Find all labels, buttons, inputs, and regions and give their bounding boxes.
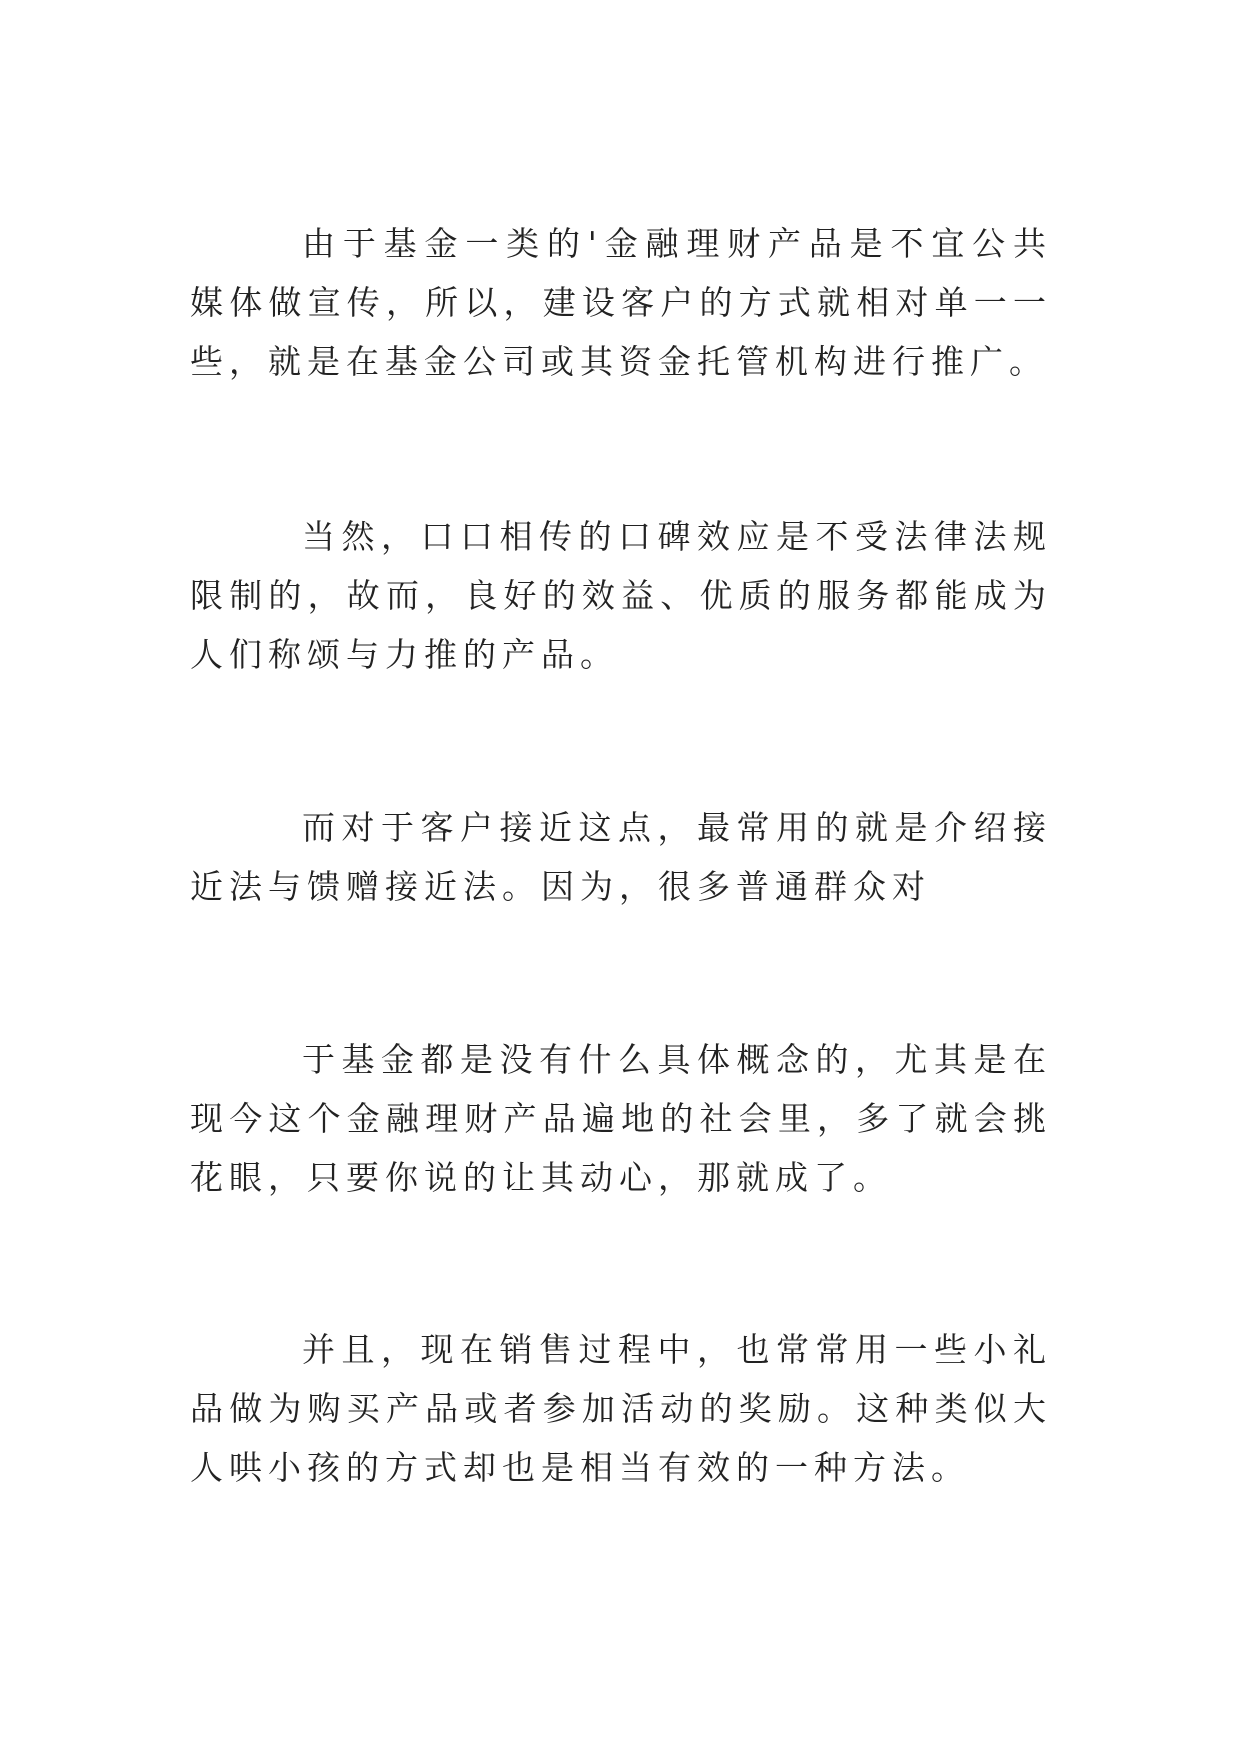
paragraph-word-of-mouth: 当然，口口相传的口碑效应是不受法律法规限制的，故而，良好的效益、优质的服务都能成为人们称颂与力推的产品。 bbox=[190, 517, 1052, 674]
paragraph-fund-concepts: 于基金都是没有什么具体概念的，尤其是在现今这个金融理财产品遍地的社会里，多了就会挑花眼，只要你说的让其动心，那就成了。 bbox=[190, 1040, 1052, 1197]
paragraph-fund-promotion: 由于基金一类的'金融理财产品是不宜公共媒体做宣传，所以，建设客户的方式就相对单一一些，就是在基金公司或其资金托管机构进行推广。 bbox=[190, 224, 1052, 381]
paragraph-gift-incentives: 并且，现在销售过程中，也常常用一些小礼品做为购买产品或者参加活动的奖励。这种类似大人哄小孩的方式却也是相当有效的一种方法。 bbox=[190, 1330, 1052, 1487]
paragraph-approach-methods: 而对于客户接近这点，最常用的就是介绍接近法与馈赠接近法。因为，很多普通群众对 bbox=[190, 808, 1052, 906]
